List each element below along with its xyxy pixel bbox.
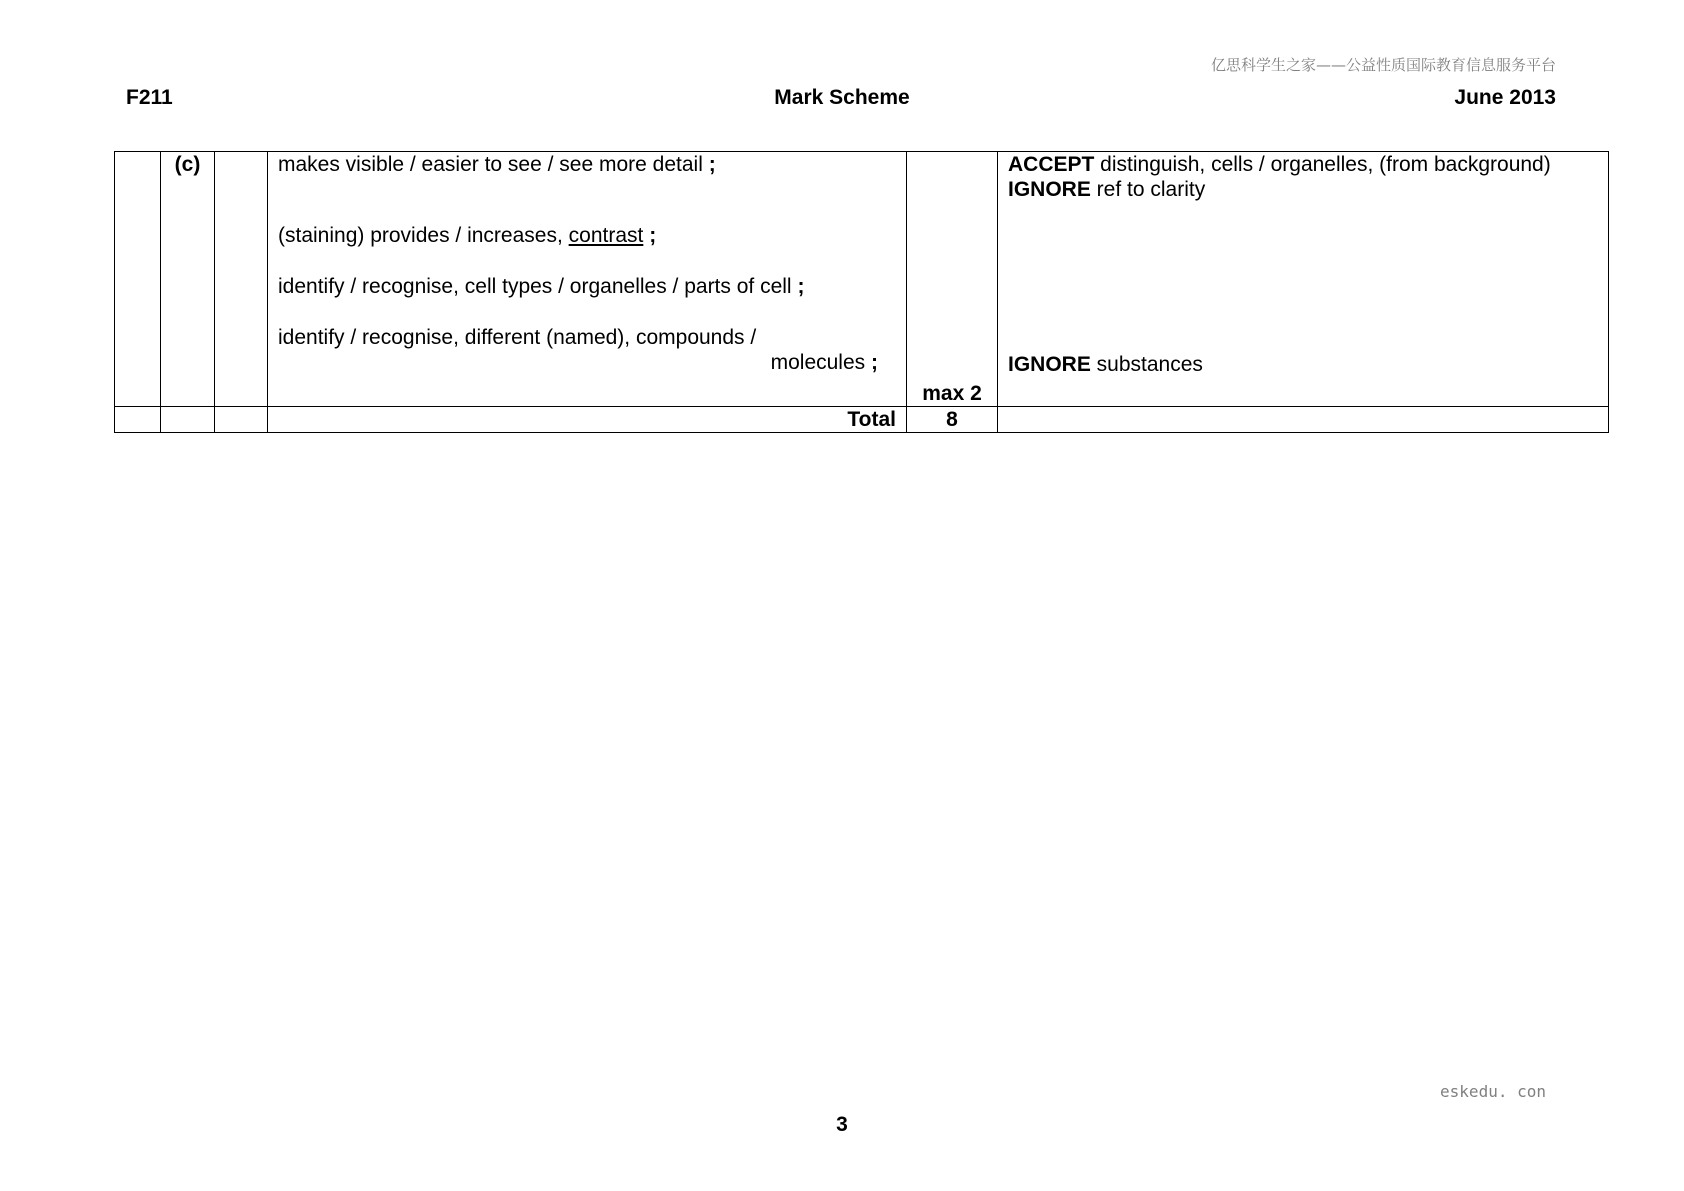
watermark-bottom: eskedu. con — [1440, 1082, 1546, 1101]
marks-cell — [907, 152, 998, 407]
guidance-ignore-1: IGNORE ref to clarity — [1008, 178, 1206, 201]
underlined-keyword: contrast — [568, 224, 644, 247]
part-label: (c) — [174, 153, 201, 176]
paper-code: F211 — [126, 86, 173, 109]
answer-cell — [268, 152, 907, 407]
question-cell — [115, 152, 161, 407]
total-row — [115, 407, 1609, 433]
mark-scheme-table — [114, 151, 1609, 433]
document-title: Mark Scheme — [774, 86, 910, 109]
empty-cell — [215, 407, 268, 433]
answer-line-4: identify / recognise, different (named), compounds / — [278, 326, 757, 349]
marks-value: max 2 — [922, 382, 982, 405]
answer-line-2: (staining) provides / increases, contrast ; — [278, 224, 657, 247]
part-cell — [161, 152, 215, 407]
answer-line-4-cont: molecules ; — [770, 351, 878, 374]
answer-line-1: makes visible / easier to see / see more detail ; — [278, 153, 716, 176]
total-label: Total — [268, 407, 907, 433]
guidance-ignore-2: IGNORE substances — [1008, 353, 1203, 376]
guidance-accept: ACCEPT distinguish, cells / organelles, (from background) — [1008, 153, 1551, 176]
watermark-top: 亿思科学生之家——公益性质国际教育信息服务平台 — [1210, 56, 1556, 74]
guidance-cell — [998, 152, 1609, 407]
empty-cell — [161, 407, 215, 433]
subpart-cell — [215, 152, 268, 407]
exam-session: June 2013 — [1454, 86, 1556, 109]
empty-cell — [115, 407, 161, 433]
total-value: 8 — [907, 407, 998, 433]
empty-cell — [998, 407, 1609, 433]
page-number: 3 — [836, 1113, 848, 1136]
table-row — [115, 152, 1609, 407]
answer-line-3: identify / recognise, cell types / organelles / parts of cell ; — [278, 275, 805, 298]
